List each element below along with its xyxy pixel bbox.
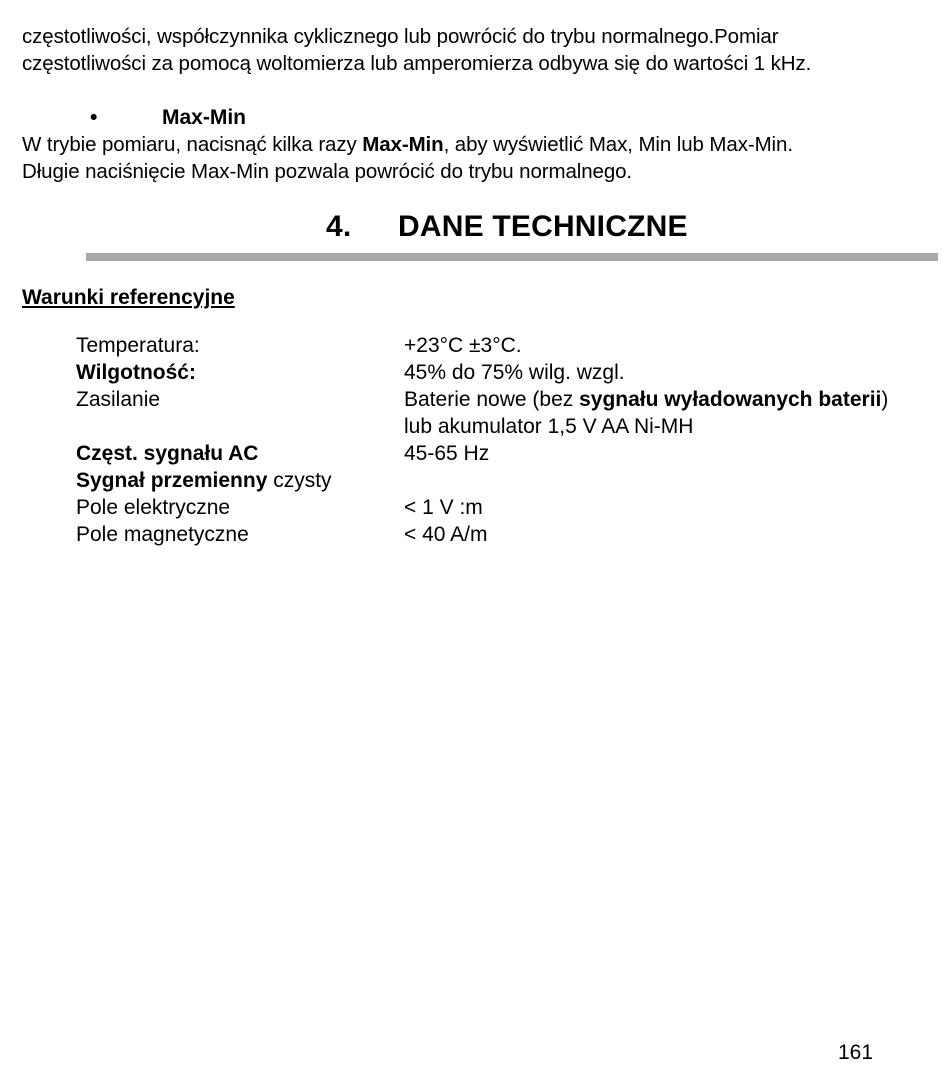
maxmin-line-2: Długie naciśnięcie Max-Min pozwala powrócić do trybu normalnego.	[22, 160, 633, 183]
spec-row-magnetic-field	[76, 521, 936, 548]
spec-label	[76, 413, 404, 440]
spec-label: Pole elektryczne	[76, 496, 231, 519]
spec-value	[404, 467, 936, 494]
reference-table	[76, 332, 936, 548]
spec-value: < 40 A/m	[404, 523, 488, 546]
spec-value-pre: Baterie nowe (bez	[404, 388, 580, 411]
spec-label-bold: Sygnał przemienny	[76, 469, 268, 492]
spec-value: < 1 V :m	[404, 496, 483, 519]
spec-label	[76, 467, 404, 494]
maxmin-title: Max-Min	[162, 106, 246, 129]
spec-row-power-cont	[76, 413, 936, 440]
maxmin-text-post: , aby wyświetlić Max, Min lub Max-Min.	[443, 133, 793, 156]
spec-row-power	[76, 386, 936, 413]
section-number: 4.	[326, 210, 352, 243]
spec-row-ac-signal	[76, 467, 936, 494]
spec-value	[404, 386, 936, 413]
maxmin-paragraph	[22, 131, 937, 185]
maxmin-bullet-heading	[90, 104, 246, 131]
spec-label-post: czysty	[267, 469, 332, 492]
intro-paragraph	[22, 23, 937, 77]
spec-value-post: )	[881, 388, 889, 411]
spec-label: Częst. sygnału AC	[76, 442, 259, 465]
spec-row-humidity	[76, 359, 936, 386]
spec-row-temperature	[76, 332, 936, 359]
page-number: 161	[838, 1041, 874, 1064]
section-divider	[86, 253, 938, 261]
spec-label: Pole magnetyczne	[76, 523, 249, 546]
section-heading	[326, 210, 688, 244]
spec-label: Zasilanie	[76, 388, 161, 411]
spec-label: Temperatura:	[76, 334, 200, 357]
maxmin-line-1	[22, 131, 937, 158]
spec-value: lub akumulator 1,5 V AA Ni-MH	[404, 415, 694, 438]
spec-value-bold: sygnału wyładowanych baterii	[579, 388, 882, 411]
spec-value: +23°C ±3°C.	[404, 334, 522, 357]
intro-line-2: częstotliwości za pomocą woltomierza lub amperomierza odbywa się do wartości 1 kHz.	[22, 52, 812, 75]
spec-row-ac-frequency	[76, 440, 936, 467]
spec-row-electric-field	[76, 494, 936, 521]
spec-value: 45-65 Hz	[404, 442, 490, 465]
reference-heading: Warunki referencyjne	[22, 286, 235, 309]
section-title: DANE TECHNICZNE	[398, 210, 688, 243]
maxmin-text-pre: W trybie pomiaru, nacisnąć kilka razy	[22, 133, 363, 156]
bullet-icon: •	[90, 106, 98, 129]
intro-line-1: częstotliwości, współczynnika cyklicznego lub powrócić do trybu normalnego.Pomiar	[22, 25, 779, 48]
maxmin-text-bold: Max-Min	[362, 133, 444, 156]
spec-value: 45% do 75% wilg. wzgl.	[404, 361, 625, 384]
spec-label: Wilgotność:	[76, 361, 196, 384]
